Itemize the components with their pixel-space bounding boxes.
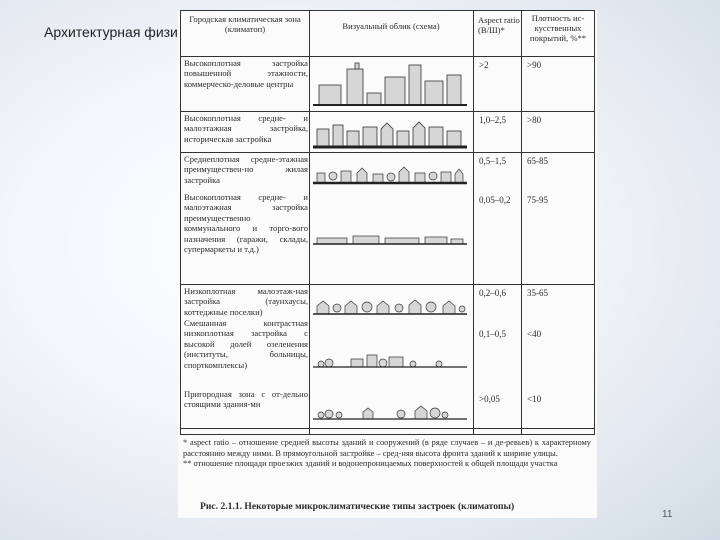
row-aspect-1: >2 (479, 60, 489, 70)
scheme-historic-icon (311, 119, 469, 151)
row-zone-4: Высокоплотная средне- и малоэтажная застройка преимущественно коммунального и торго-вого назначения (гаражи, склады, супермаркеты и т.д.) (184, 192, 308, 255)
row-aspect-2: 1,0–2,5 (479, 115, 506, 125)
table-divider (473, 11, 474, 434)
header-scheme: Визуальный облик (схема) (342, 21, 440, 31)
climatope-table (180, 10, 595, 435)
figure-caption: Рис. 2.1.1. Некоторые микроклиматические типы застроек (климатопы) (200, 501, 515, 512)
row-density-7: <10 (527, 394, 542, 404)
page-number: 11 (662, 509, 673, 520)
row-zone-1: Высокоплотная застройка повышенной этажности, коммерческо-деловые центры (184, 58, 308, 89)
table-footnotes (183, 438, 591, 470)
row-zone-5: Низкоплотная малоэтаж-ная застройка (таунхаусы, коттеджные поселки) (184, 286, 308, 317)
row-zone-7: Пригородная зона с от-дельно стоящими здания-ми (184, 389, 308, 410)
row-density-3: 65-85 (527, 156, 548, 166)
header-density: Плотность ис-кусственных покрытий, %** (529, 13, 587, 43)
scanned-table-image (178, 10, 597, 518)
header-zone: Городская климатическая зона (климатоп) (189, 14, 301, 34)
scheme-commercial-icon (311, 233, 469, 247)
scheme-highrise-icon (311, 59, 469, 109)
slide-title: Архитектурная физи (44, 24, 178, 40)
row-aspect-7: >0,05 (479, 394, 500, 404)
row-density-6: <40 (527, 329, 542, 339)
row-zone-3: Среднеплотная средне-этажная преимуществен-но жилая застройка (184, 154, 308, 185)
row-aspect-5: 0,2–0,6 (479, 288, 506, 298)
header-aspect: Aspect ratio (B/Ш)* (478, 15, 520, 35)
table-divider (521, 11, 522, 434)
row-zone-2: Высокоплотная средне- и малоэтажная застройка, историческая застройка (184, 113, 308, 144)
scheme-midrise-icon (311, 163, 469, 187)
table-divider (309, 11, 310, 434)
row-aspect-4: 0,05–0,2 (479, 195, 511, 205)
table-divider (181, 111, 594, 112)
row-zone-6: Смешанная контрастная низкоплотная застройка с высокой долей озеленения (институты, больницы, спорткомплексы) (184, 318, 308, 370)
footnote-density: ** отношение площади проезжих зданий и водонепроницаемых поверхностей к общей площади участка (183, 459, 558, 469)
row-density-4: 75-95 (527, 195, 548, 205)
table-divider (181, 428, 594, 429)
table-divider (181, 152, 594, 153)
row-density-5: 35-65 (527, 288, 548, 298)
row-density-1: >90 (527, 60, 542, 70)
row-aspect-3: 0,5–1,5 (479, 156, 506, 166)
scheme-cottages-icon (311, 294, 469, 318)
row-aspect-6: 0,1–0,5 (479, 329, 506, 339)
footnote-aspect-ratio: * aspect ratio – отношение средней высоты зданий и сооружений (в ряде случаев – и де-ревьев) к характерному расстоянию между ними. В прямоугольной застройке – сред-няя высота фронта зданий к ширине улицы. (183, 438, 591, 458)
table-divider (181, 56, 594, 57)
row-density-2: >80 (527, 115, 542, 125)
table-divider (181, 284, 594, 285)
scheme-mixed-icon (311, 349, 469, 371)
scheme-suburban-icon (311, 399, 469, 423)
